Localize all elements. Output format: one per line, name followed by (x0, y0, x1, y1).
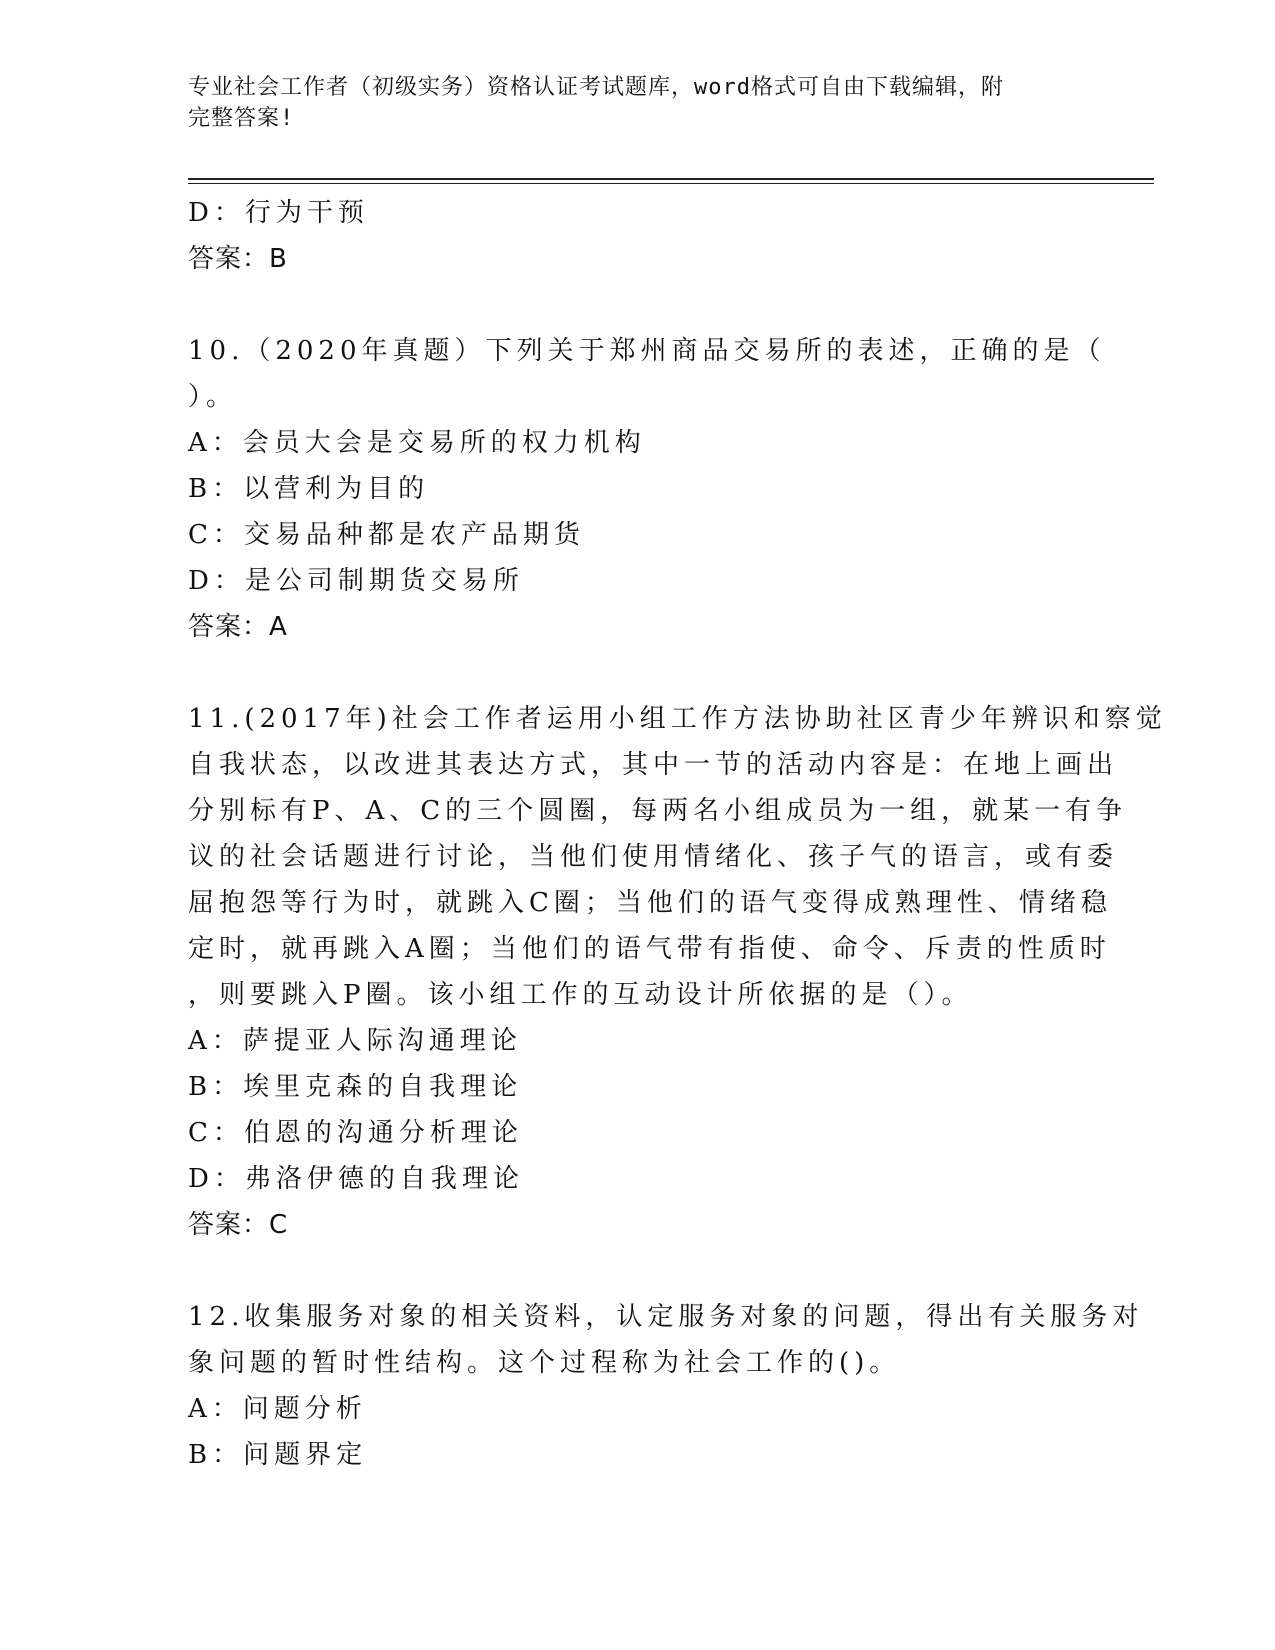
q12-option-a: A：问题分析 (188, 1394, 367, 1424)
q11-stem-line-1: 11.(2017年)社会工作者运用小组工作方法协助社区青少年辨识和察觉 (188, 704, 1167, 734)
q11-answer: 答案：C (188, 1210, 289, 1240)
q11-stem-line-5: 屈抱怨等行为时，就跳入C圈；当他们的语气变得成熟理性、情绪稳 (188, 888, 1112, 918)
q10-option-b: B：以营利为目的 (188, 474, 430, 504)
question-10 (188, 328, 1106, 650)
q12-option-b: B：问题界定 (188, 1440, 368, 1470)
question-12 (188, 1294, 1144, 1478)
q10-option-d: D：是公司制期货交易所 (188, 566, 524, 596)
spacer (188, 1248, 1088, 1294)
header-title-line-2: 完整答案! (188, 106, 295, 131)
header-rule-thin (188, 183, 1154, 184)
q11-option-d: D：弗洛伊德的自我理论 (188, 1164, 524, 1194)
q10-answer: 答案：A (188, 612, 288, 642)
q9-answer: 答案：B (188, 244, 288, 274)
q9-option-d: D：行为干预 (188, 198, 369, 228)
q10-stem-line-1: 10.（2020年真题）下列关于郑州商品交易所的表述，正确的是（ (188, 336, 1106, 366)
spacer (188, 650, 1088, 696)
q11-option-b: B：埃里克森的自我理论 (188, 1072, 523, 1102)
q10-stem-line-2: ）。 (188, 382, 238, 412)
q12-stem-line-1: 12.收集服务对象的相关资料，认定服务对象的问题，得出有关服务对 (188, 1302, 1144, 1332)
spacer (188, 282, 1088, 328)
q11-stem-line-6: 定时，就再跳入A圈；当他们的语气带有指使、命令、斥责的性质时 (188, 934, 1111, 964)
q11-option-a: A：萨提亚人际沟通理论 (188, 1026, 522, 1056)
q11-stem-line-2: 自我状态，以改进其表达方式，其中一节的活动内容是：在地上画出 (188, 750, 1119, 780)
q11-stem-line-4: 议的社会话题进行讨论，当他们使用情绪化、孩子气的语言，或有委 (188, 842, 1119, 872)
q11-stem-line-3: 分别标有P、A、C的三个圆圈，每两名小组成员为一组，就某一有争 (188, 796, 1128, 826)
question-content (188, 190, 1167, 1478)
question-9-tail (188, 190, 1088, 282)
q10-option-c: C：交易品种都是农产品期货 (188, 520, 585, 550)
header-rule-thick (188, 178, 1154, 180)
q10-option-a: A：会员大会是交易所的权力机构 (188, 428, 646, 458)
header-title-line-1: 专业社会工作者（初级实务）资格认证考试题库，word格式可自由下载编辑，附 (188, 75, 1004, 100)
document-header (188, 72, 1088, 134)
q11-stem-line-7: ，则要跳入P圈。该小组工作的互动设计所依据的是（）。 (188, 980, 973, 1010)
question-11 (188, 696, 1167, 1248)
q11-option-c: C：伯恩的沟通分析理论 (188, 1118, 523, 1148)
q12-stem-line-2: 象问题的暂时性结构。这个过程称为社会工作的()。 (188, 1348, 901, 1378)
